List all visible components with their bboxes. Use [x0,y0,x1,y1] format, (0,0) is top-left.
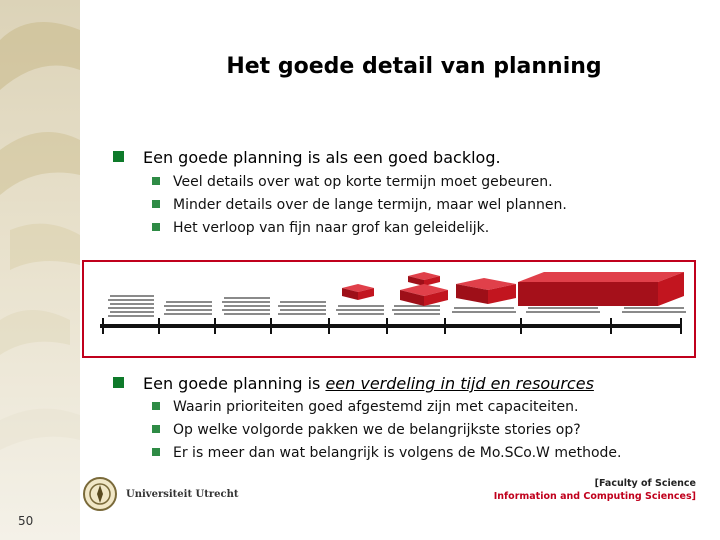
timeline-axis [100,324,682,328]
bullet-square-icon [152,425,160,433]
bullet-square-icon [152,177,160,185]
section-2-item-text: Op welke volgorde pakken we de belangrijkste stories op? [173,422,581,438]
decorative-pattern [0,0,80,540]
backlog-granularity-diagram [82,260,696,358]
timeline-illustration [84,262,694,356]
faculty-line-2: Information and Computing Sciences] [493,491,696,502]
section-2-heading-prefix: Een goede planning is [143,374,326,393]
coarse-grained-epics [342,272,684,306]
bullet-square-icon [113,377,124,388]
section-2-item [152,422,581,438]
section-1-item [152,174,553,190]
page-number: 50 [18,514,34,528]
section-1-item-text: Veel details over wat op korte termijn moet gebeuren. [173,174,553,190]
faculty-line-1: [Faculty of Science [594,478,696,489]
section-2-item-text: Waarin prioriteiten goed afgestemd zijn met capaciteiten. [173,399,579,415]
section-1-heading-text: Een goede planning is als een goed backlog. [143,148,501,167]
bullet-square-icon [152,200,160,208]
section-1-item-text: Het verloop van fijn naar grof kan geleidelijk. [173,220,490,236]
section-2-heading-emphasis: een verdeling in tijd en resources [325,374,594,393]
bullet-square-icon [113,151,124,162]
university-name: Universiteit Utrecht [126,489,239,500]
bullet-square-icon [152,223,160,231]
section-2-item [152,399,578,415]
section-1-item-text: Minder details over de lange termijn, maar wel plannen. [173,197,567,213]
slide-title: Het goede detail van planning [226,54,602,79]
section-2-heading [113,374,594,393]
section-2-item [152,445,621,461]
section-2-item-text: Er is meer dan wat belangrijk is volgens de Mo.SCo.W methode. [173,445,622,461]
section-1-item [152,220,489,236]
university-seal-icon [82,476,118,512]
bullet-square-icon [152,448,160,456]
section-1-item [152,197,567,213]
section-1-heading [113,148,501,167]
bullet-square-icon [152,402,160,410]
decorative-background-strip [0,0,80,540]
